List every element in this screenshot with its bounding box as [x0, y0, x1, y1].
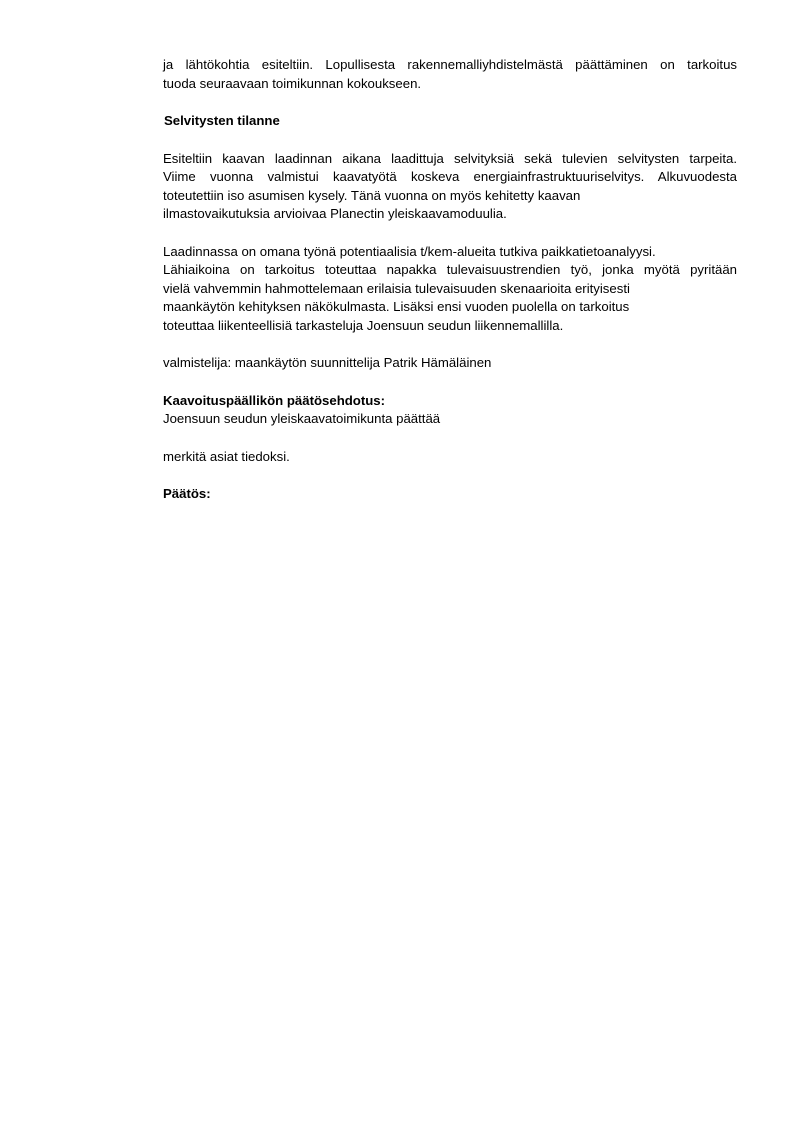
preparation-line-3: vielä vahvemmin hahmottelemaan erilaisia tulevaisuuden skenaarioita erityisesti: [163, 280, 630, 296]
document-page: [163, 56, 737, 504]
proposal-action: merkitä asiat tiedoksi.: [163, 448, 290, 464]
surveys-line-3: toteutettiin iso asumisen kysely. Tänä vuonna on myös kehitetty kaavan: [163, 187, 581, 203]
preparation-line-4: maankäytön kehityksen näkökulmasta. Lisäksi ensi vuoden puolella on tarkoitus: [163, 299, 630, 314]
surveys-paragraph: [163, 150, 737, 224]
intro-line-1: ja lähtökohtia esiteltiin. Lopullisesta rakennemalliyhdistelmästä päättäminen on tarkoitus: [163, 57, 737, 72]
intro-paragraph: [163, 56, 737, 93]
proposal-heading: Kaavoituspäällikön päätösehdotus:: [163, 392, 386, 408]
surveys-line-4: ilmastovaikutuksia arvioivaa Planectin yleiskaavamoduulia.: [163, 206, 507, 221]
preparation-line-5: toteuttaa liikenteellisiä tarkasteluja Joensuun seudun liikennemallilla.: [163, 317, 564, 333]
surveys-line-1: Esiteltiin kaavan laadinnan aikana laadittuja selvityksiä sekä tulevien selvitysten tarpeita.: [163, 150, 737, 166]
preparer-line: valmistelija: maankäytön suunnittelija Patrik Hämäläinen: [163, 355, 492, 370]
section-heading: Selvitysten tilanne: [164, 113, 280, 128]
intro-line-2: tuoda seuraavaan toimikunnan kokoukseen.: [163, 75, 422, 91]
preparation-line-2: Lähiaikoina on tarkoitus toteuttaa napakka tulevaisuustrendien työ, jonka myötä pyritään: [163, 262, 737, 277]
proposal-body: Joensuun seudun yleiskaavatoimikunta päättää: [163, 411, 441, 426]
preparation-line-1: Laadinnassa on omana työnä potentiaalisia t/kem-alueita tutkiva paikkatietoanalyysi.: [163, 243, 656, 259]
decision-heading: Päätös:: [163, 486, 211, 501]
surveys-line-2: Viime vuonna valmistui kaavatyötä koskeva energiainfrastruktuuriselvitys. Alkuvuodesta: [163, 169, 737, 184]
preparation-paragraph: [163, 243, 737, 336]
